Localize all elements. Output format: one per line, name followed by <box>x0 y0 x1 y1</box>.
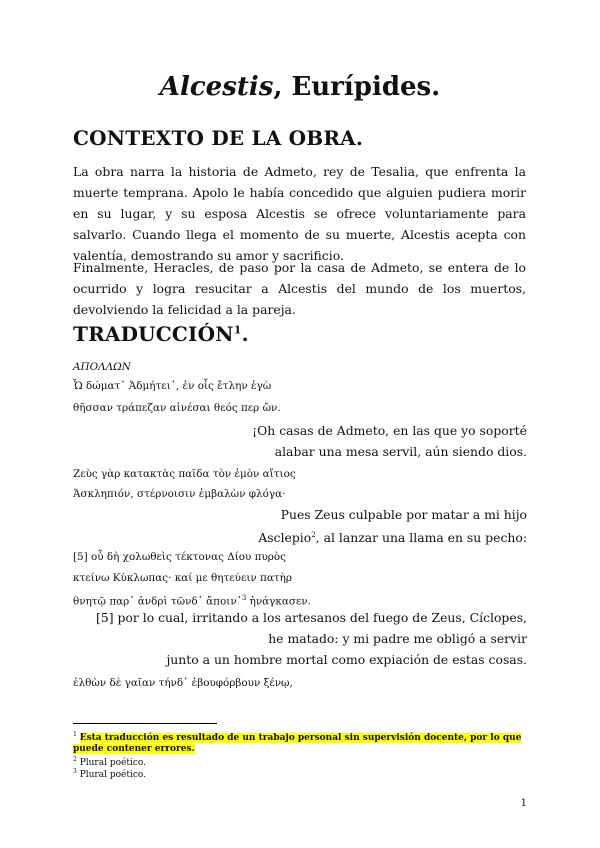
greek-line: Ὦ δώματ᾽ Ἀδμήτει᾽, ἐν οἷς ἔτλην ἐγὼ <box>73 380 272 392</box>
greek-line-part: θνητῷ παρ᾽ ἀνδρὶ τῶνδ᾽ ἄποιν᾽ <box>73 595 242 608</box>
footnote-number: 1 <box>73 731 77 738</box>
context-heading: CONTEXTO DE LA OBRA. <box>73 126 364 150</box>
footnote-ref-2: 2 <box>311 531 316 539</box>
translation-heading-text: TRADUCCIÓN <box>73 322 234 346</box>
context-paragraph-1: La obra narra la historia de Admeto, rey de Tesalia, que enfrenta la muerte temprana. Apolo le había concedido que alguien pudiera morir en su lugar, y su esposa Alcestis se ofrece voluntariamente para salvarlo. Cuando llega el momento de su muerte, Alcestis acepta con valentía, demostrando su amor y sacrificio. <box>73 164 526 263</box>
spanish-line: junto a un hombre mortal como expiación de estas cosas. <box>166 652 527 667</box>
footnote-text: Plural poético. <box>79 770 147 780</box>
spanish-line: Pues Zeus culpable por matar a mi hijo <box>280 507 527 522</box>
footnote-number: 3 <box>73 768 77 775</box>
greek-line: [5] οὗ δὴ χολωθεὶς τέκτονας Δίου πυρὸς <box>73 551 286 563</box>
page-title <box>0 72 600 102</box>
spanish-line: [5] por lo cual, irritando a los artesanos del fuego de Zeus, Cíclopes, <box>96 610 527 625</box>
speaker-name: ΑΠΟΛΛΩΝ <box>73 361 131 373</box>
spanish-line-part: Asclepio <box>258 530 312 546</box>
footnote-divider <box>73 723 217 724</box>
title-work: Alcestis <box>159 72 274 102</box>
page-number: 1 <box>520 798 527 809</box>
spanish-line: he matado: y mi padre me obligó a servir <box>268 631 527 646</box>
greek-line: κτείνω Κύκλωπας· καί με θητεύειν πατὴρ <box>73 572 292 584</box>
footnote-1 <box>73 729 528 755</box>
spanish-line: alabar una mesa servil, aún siendo dios. <box>274 444 527 459</box>
greek-line: θῆσσαν τράπεζαν αἰνέσαι θεός περ ὤν. <box>73 402 281 414</box>
spanish-line: ¡Oh casas de Admeto, en las que yo soporté <box>252 423 527 438</box>
title-author: , Eurípides. <box>273 72 441 102</box>
greek-line: ἐλθὼν δὲ γαῖαν τήνδ᾽ ἐβουφόρβουν ξένῳ, <box>73 677 293 689</box>
spanish-line-part: , al lanzar una llama en su pecho: <box>315 530 527 546</box>
greek-line: Ἀσκληπιόν, στέρνοισιν ἐμβαλὼν φλόγα· <box>73 488 286 500</box>
translation-heading <box>73 322 249 346</box>
footnote-ref-3: 3 <box>241 594 247 602</box>
greek-line: Ζεὺς γὰρ κατακτὰς παῖδα τὸν ἐμὸν αἴτιος <box>73 468 296 480</box>
greek-line-part: ἠνάγκασεν. <box>249 595 311 608</box>
spanish-line <box>258 525 527 548</box>
footnote-number: 2 <box>73 756 77 763</box>
footnote-3 <box>73 766 528 781</box>
footnote-text: Esta traducción es resultado de un trabajo personal sin supervisión docente, por lo que puede contener errores. <box>73 733 522 754</box>
footnote-text: Plural poético. <box>79 758 147 768</box>
footnote-ref-1: 1 <box>233 323 242 337</box>
translation-heading-end: . <box>241 322 249 346</box>
context-paragraph-2: Finalmente, Heracles, de paso por la casa de Admeto, se entera de lo ocurrido y logra resucitar a Alcestis del mundo de los muertos, devolviendo la felicidad a la pareja. <box>73 260 526 317</box>
